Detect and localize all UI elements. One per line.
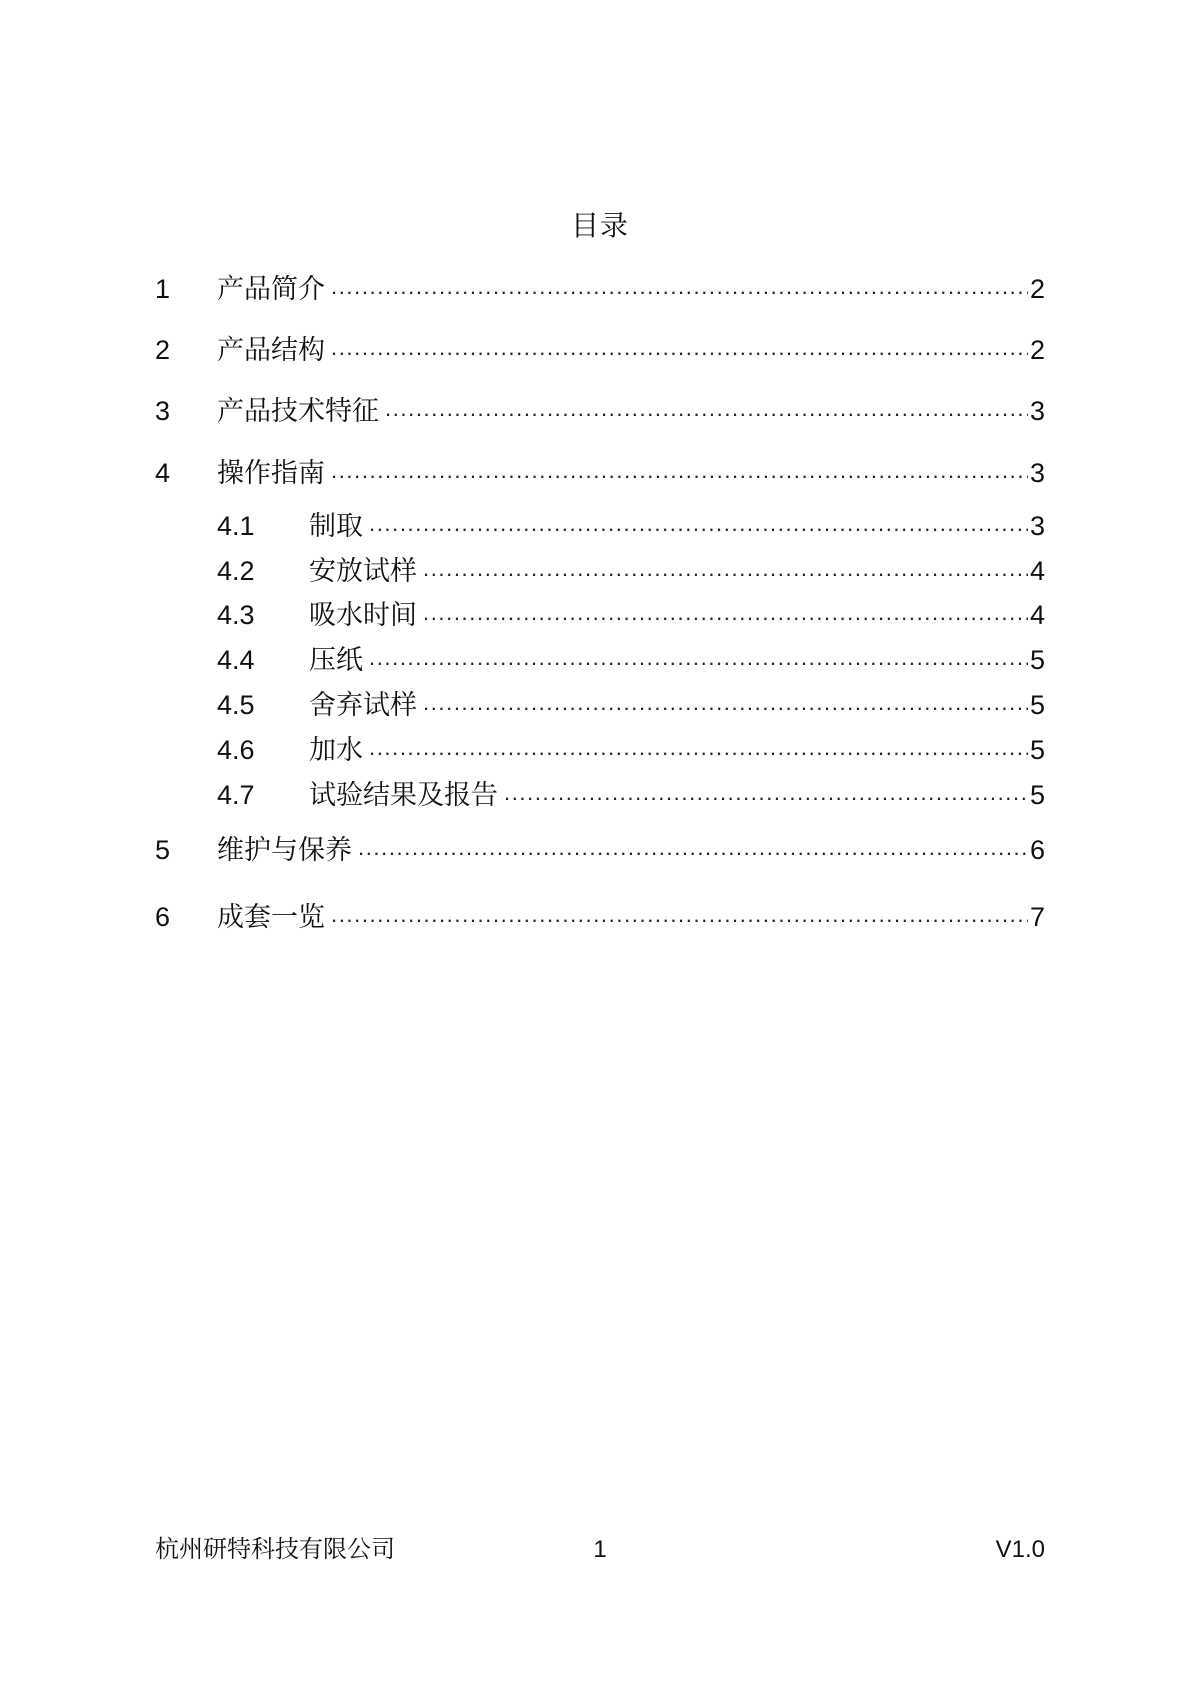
toc-entry-number: 3 — [155, 396, 171, 426]
toc-entry-number: 2 — [155, 335, 171, 365]
footer-company: 杭州研特科技有限公司 — [155, 1536, 395, 1563]
toc-dot-leader — [423, 597, 1028, 629]
toc-entry-number: 4.4 — [217, 645, 255, 675]
toc-title: 目录 — [570, 210, 629, 241]
toc-entry-label: 试验结果及报告 — [309, 780, 498, 810]
toc-entry-label: 操作指南 — [217, 458, 325, 488]
toc-entry-number: 4.2 — [217, 556, 255, 586]
page-footer — [155, 1532, 1045, 1568]
toc-entry-number: 4 — [155, 458, 171, 488]
toc-entry-label: 加水 — [309, 735, 363, 765]
toc-entry-4[interactable] — [155, 449, 1045, 489]
toc-entry-page: 5 — [1029, 780, 1045, 810]
toc-entry-number: 5 — [155, 835, 171, 865]
toc-entry-page: 4 — [1029, 600, 1045, 630]
toc-dot-leader — [331, 455, 1028, 487]
footer-version: V1.0 — [995, 1536, 1045, 1563]
toc-entry-page: 2 — [1029, 274, 1045, 304]
toc-dot-leader — [358, 832, 1028, 864]
toc-entry-label: 成套一览 — [217, 902, 325, 932]
toc-entry-1[interactable] — [155, 265, 1045, 305]
toc-entry-label: 维护与保养 — [217, 835, 352, 865]
toc-entry-4-6[interactable] — [217, 726, 1045, 766]
toc-dot-leader — [423, 687, 1028, 719]
footer-page-number: 1 — [593, 1536, 607, 1563]
toc-dot-leader — [331, 271, 1028, 303]
toc-entry-label: 舍弃试样 — [309, 690, 417, 720]
toc-entry-page: 4 — [1029, 556, 1045, 586]
toc-entry-page: 5 — [1029, 735, 1045, 765]
toc-dot-leader — [369, 642, 1028, 674]
toc-entry-page: 6 — [1029, 835, 1045, 865]
toc-entry-number: 4.5 — [217, 690, 255, 720]
toc-entry-page: 5 — [1029, 645, 1045, 675]
toc-entry-4-4[interactable] — [217, 636, 1045, 676]
toc-entry-label: 压纸 — [309, 645, 363, 675]
toc-entry-label: 安放试样 — [309, 556, 417, 586]
toc-entry-number: 6 — [155, 902, 171, 932]
toc-entry-4-1[interactable] — [217, 502, 1045, 542]
toc-entry-4-5[interactable] — [217, 681, 1045, 721]
toc-entry-page: 2 — [1029, 335, 1045, 365]
toc-entry-4-7[interactable] — [217, 771, 1045, 811]
toc-entry-label: 制取 — [309, 511, 363, 541]
toc-entry-4-2[interactable] — [217, 547, 1045, 587]
toc-entry-label: 产品结构 — [217, 335, 325, 365]
toc-entry-label: 产品技术特征 — [217, 396, 379, 426]
toc-entry-2[interactable] — [155, 326, 1045, 366]
toc-entry-label: 吸水时间 — [309, 600, 417, 630]
toc-dot-leader — [385, 393, 1028, 425]
toc-entry-page: 3 — [1029, 511, 1045, 541]
toc-entry-3[interactable] — [155, 387, 1045, 427]
toc-entry-number: 4.7 — [217, 780, 255, 810]
toc-dot-leader — [331, 332, 1028, 364]
toc-entry-label: 产品简介 — [217, 274, 325, 304]
toc-dot-leader — [423, 553, 1028, 585]
toc-entry-4-3[interactable] — [217, 591, 1045, 631]
toc-dot-leader — [331, 899, 1028, 931]
toc-entry-number: 4.3 — [217, 600, 255, 630]
toc-dot-leader — [504, 777, 1028, 809]
toc-entry-number: 4.6 — [217, 735, 255, 765]
toc-entry-page: 3 — [1029, 396, 1045, 426]
toc-dot-leader — [369, 508, 1028, 540]
toc-entry-page: 3 — [1029, 458, 1045, 488]
toc-dot-leader — [369, 732, 1028, 764]
toc-entry-number: 4.1 — [217, 511, 255, 541]
toc-entry-number: 1 — [155, 274, 171, 304]
toc-entry-page: 7 — [1029, 902, 1045, 932]
toc-entry-5[interactable] — [155, 826, 1045, 866]
toc-entry-6[interactable] — [155, 893, 1045, 933]
toc-entry-page: 5 — [1029, 690, 1045, 720]
